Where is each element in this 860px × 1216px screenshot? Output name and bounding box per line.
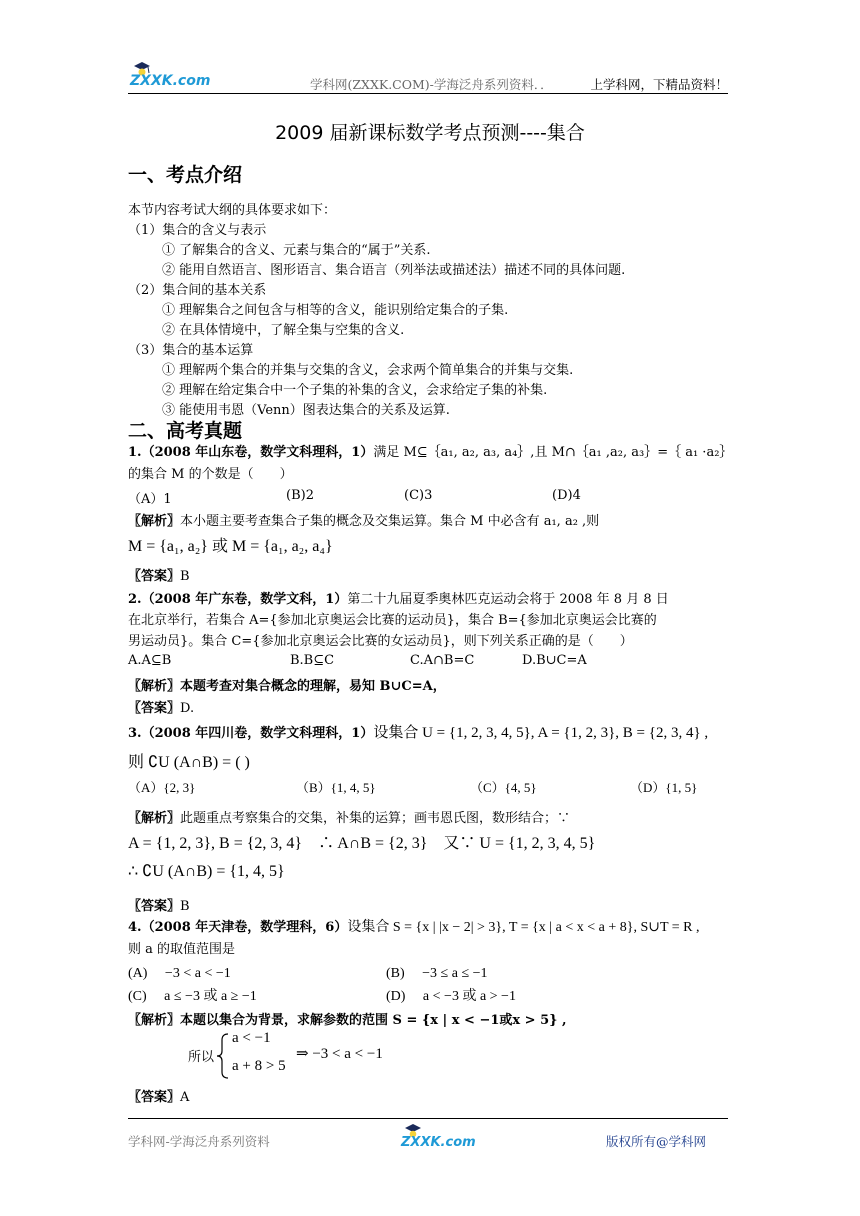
question-stem-cont: 的集合 M 的个数是（ ） xyxy=(128,467,293,482)
question-stem: 设集合 S = {x | |x − 2| > 3}, T = {x | a < x < a + 8}, S∪T = R , xyxy=(347,920,700,935)
question-source: 1.（2008 年山东卷，数学文科理科，1） xyxy=(128,445,374,460)
requirement-item: ② 能用自然语言、图形语言、集合语言（列举法或描述法）描述不同的具体问题. xyxy=(162,263,626,278)
question-stem-cont: 则 ∁U (A∩B) = ( ) xyxy=(128,754,250,771)
analysis-prefix: 所以 xyxy=(188,1050,215,1065)
zxxk-logo xyxy=(128,60,228,90)
answer xyxy=(128,697,194,716)
analysis xyxy=(128,675,446,694)
footer-left-text: 学科网-学海泛舟系列资料 xyxy=(128,1134,270,1149)
answer xyxy=(128,895,190,914)
answer-label: 〖答案〗 xyxy=(128,569,181,584)
question-3 xyxy=(128,721,708,742)
requirement-item: ① 了解集合的含义、元素与集合的“属于”关系. xyxy=(162,243,431,258)
option-b: B.B⊆C xyxy=(290,653,335,668)
left-brace-icon xyxy=(216,1032,230,1080)
requirement-item: （2）集合间的基本关系 xyxy=(128,283,267,298)
header-center-text: 学科网(ZXXK.COM)-学海泛舟系列资料．． xyxy=(310,77,553,92)
answer-value: A xyxy=(180,1090,190,1105)
analysis-text: 本小题主要考查集合子集的概念及交集运算。集合 M 中必含有 a₁, a₂ ,则 xyxy=(180,514,600,529)
section1-heading: 一、考点介绍 xyxy=(128,164,243,186)
option-d: D.B∪C=A xyxy=(522,653,587,668)
answer xyxy=(128,1086,189,1105)
analysis-text: 此题重点考察集合的交集，补集的运算；画韦恩氏图，数形结合；∵ xyxy=(180,811,571,826)
option-d: （D）{1, 5} xyxy=(630,780,698,795)
question-1 xyxy=(128,441,732,460)
zxxk-logo xyxy=(400,1122,496,1150)
analysis xyxy=(128,807,570,826)
analysis-label: 〖解析〗 xyxy=(128,1013,181,1028)
requirement-item: ① 理解两个集合的并集与交集的含义，会求两个简单集合的并集与交集. xyxy=(162,363,574,378)
requirement-item: ② 理解在给定集合中一个子集的补集的含义，会求给定子集的补集. xyxy=(162,383,548,398)
system-line-1: a < −1 xyxy=(232,1030,271,1046)
footer-divider xyxy=(128,1118,728,1119)
analysis-text: 本题考查对集合概念的理解，易知 B∪C=A， xyxy=(180,679,446,694)
analysis-text: 本题以集合为背景，求解参数的范围 S = {x | x < −1或x > 5} , xyxy=(180,1013,567,1028)
analysis-label: 〖解析〗 xyxy=(128,679,181,694)
option-a: （A）{2, 3} xyxy=(128,780,196,795)
option-c: C.A∩B=C xyxy=(410,653,475,668)
analysis-formula: ∴ ∁U (A∩B) = {1, 4, 5} xyxy=(128,863,285,880)
requirement-item: ① 理解集合之间包含与相等的含义，能识别给定集合的子集. xyxy=(162,303,509,318)
question-stem: 第二十九届夏季奥林匹克运动会将于 2008 年 8 月 8 日 xyxy=(347,592,669,607)
option-a: (A) −3 < a < −1 xyxy=(128,966,231,981)
question-source: 2.（2008 年广东卷，数学文科，1） xyxy=(128,592,348,607)
analysis-formula: A = {1, 2, 3}, B = {2, 3, 4} ∴ A∩B = {2, 3} 又∵ U = {1, 2, 3, 4, 5} xyxy=(128,835,596,852)
header-divider xyxy=(128,93,728,94)
question-stem: 设集合 U = {1, 2, 3, 4, 5}, A = {1, 2, 3}, B = {2, 3, 4} , xyxy=(373,725,709,741)
question-stem-cont: 男运动员}。集合 C={参加北京奥运会比赛的女运动员}，则下列关系正确的是（ ） xyxy=(128,634,633,649)
option-c: （C）{4, 5} xyxy=(470,780,537,795)
page-title: 2009 届新课标数学考点预测----集合 xyxy=(275,122,585,144)
header-right-text: 上学科网，下精品资料！ xyxy=(590,77,728,92)
requirement-item: （3）集合的基本运算 xyxy=(128,343,254,358)
section1-intro: 本节内容考试大纲的具体要求如下： xyxy=(128,203,337,218)
option-b: （B）{1, 4, 5} xyxy=(296,780,376,795)
option-c: (C)3 xyxy=(404,488,433,503)
question-source: 3.（2008 年四川卷，数学文科理科，1） xyxy=(128,726,374,741)
answer-value: D. xyxy=(180,701,195,716)
requirement-item: （1）集合的含义与表示 xyxy=(128,223,267,238)
question-4 xyxy=(128,916,700,936)
requirement-item: ② 在具体情境中，了解全集与空集的含义. xyxy=(162,323,405,338)
requirement-item: ③ 能使用韦恩（Venn）图表达集合的关系及运算. xyxy=(162,403,450,418)
system-result: ⇒ −3 < a < −1 xyxy=(296,1046,383,1062)
system-line-2: a + 8 > 5 xyxy=(232,1058,286,1074)
analysis-label: 〖解析〗 xyxy=(128,811,181,826)
analysis-formula: M = {a₁, a₂} 或 M = {a₁, a₂, a₄} xyxy=(128,538,333,555)
footer-right-text: 版权所有@学科网 xyxy=(606,1134,707,1149)
analysis-label: 〖解析〗 xyxy=(128,514,181,529)
option-d: (D) a < −3 或 a > −1 xyxy=(386,989,516,1004)
analysis xyxy=(128,1009,567,1028)
option-b: (B) −3 ≤ a ≤ −1 xyxy=(386,966,488,981)
answer-label: 〖答案〗 xyxy=(128,1090,181,1105)
section2-heading: 二、高考真题 xyxy=(128,420,243,442)
question-stem-cont: 在北京举行，若集合 A={参加北京奥运会比赛的运动员}，集合 B={参加北京奥运会比赛的 xyxy=(128,613,657,628)
answer-value: B xyxy=(180,899,190,914)
question-stem: 满足 M⊆｛a₁, a₂, a₃, a₄｝,且 M∩｛a₁ ,a₂, a₃｝=｛ a₁ ·a₂｝ xyxy=(373,445,733,460)
question-source: 4.（2008 年天津卷，数学理科，6） xyxy=(128,920,348,935)
option-c: (C) a ≤ −3 或 a ≥ −1 xyxy=(128,989,257,1004)
answer xyxy=(128,565,190,584)
answer-label: 〖答案〗 xyxy=(128,701,181,716)
logo-text: ZXXK.com xyxy=(130,73,211,89)
logo-text: ZXXK.com xyxy=(401,1135,476,1150)
answer-label: 〖答案〗 xyxy=(128,899,181,914)
page-header xyxy=(128,60,728,94)
question-stem-cont: 则 a 的取值范围是 xyxy=(128,942,236,957)
option-a: （A）1 xyxy=(128,492,172,507)
analysis xyxy=(128,510,599,529)
option-b: (B)2 xyxy=(286,488,314,503)
answer-value: B xyxy=(180,569,190,584)
option-a: A.A⊆B xyxy=(128,653,172,668)
option-d: (D)4 xyxy=(552,488,581,503)
question-2 xyxy=(128,588,669,607)
